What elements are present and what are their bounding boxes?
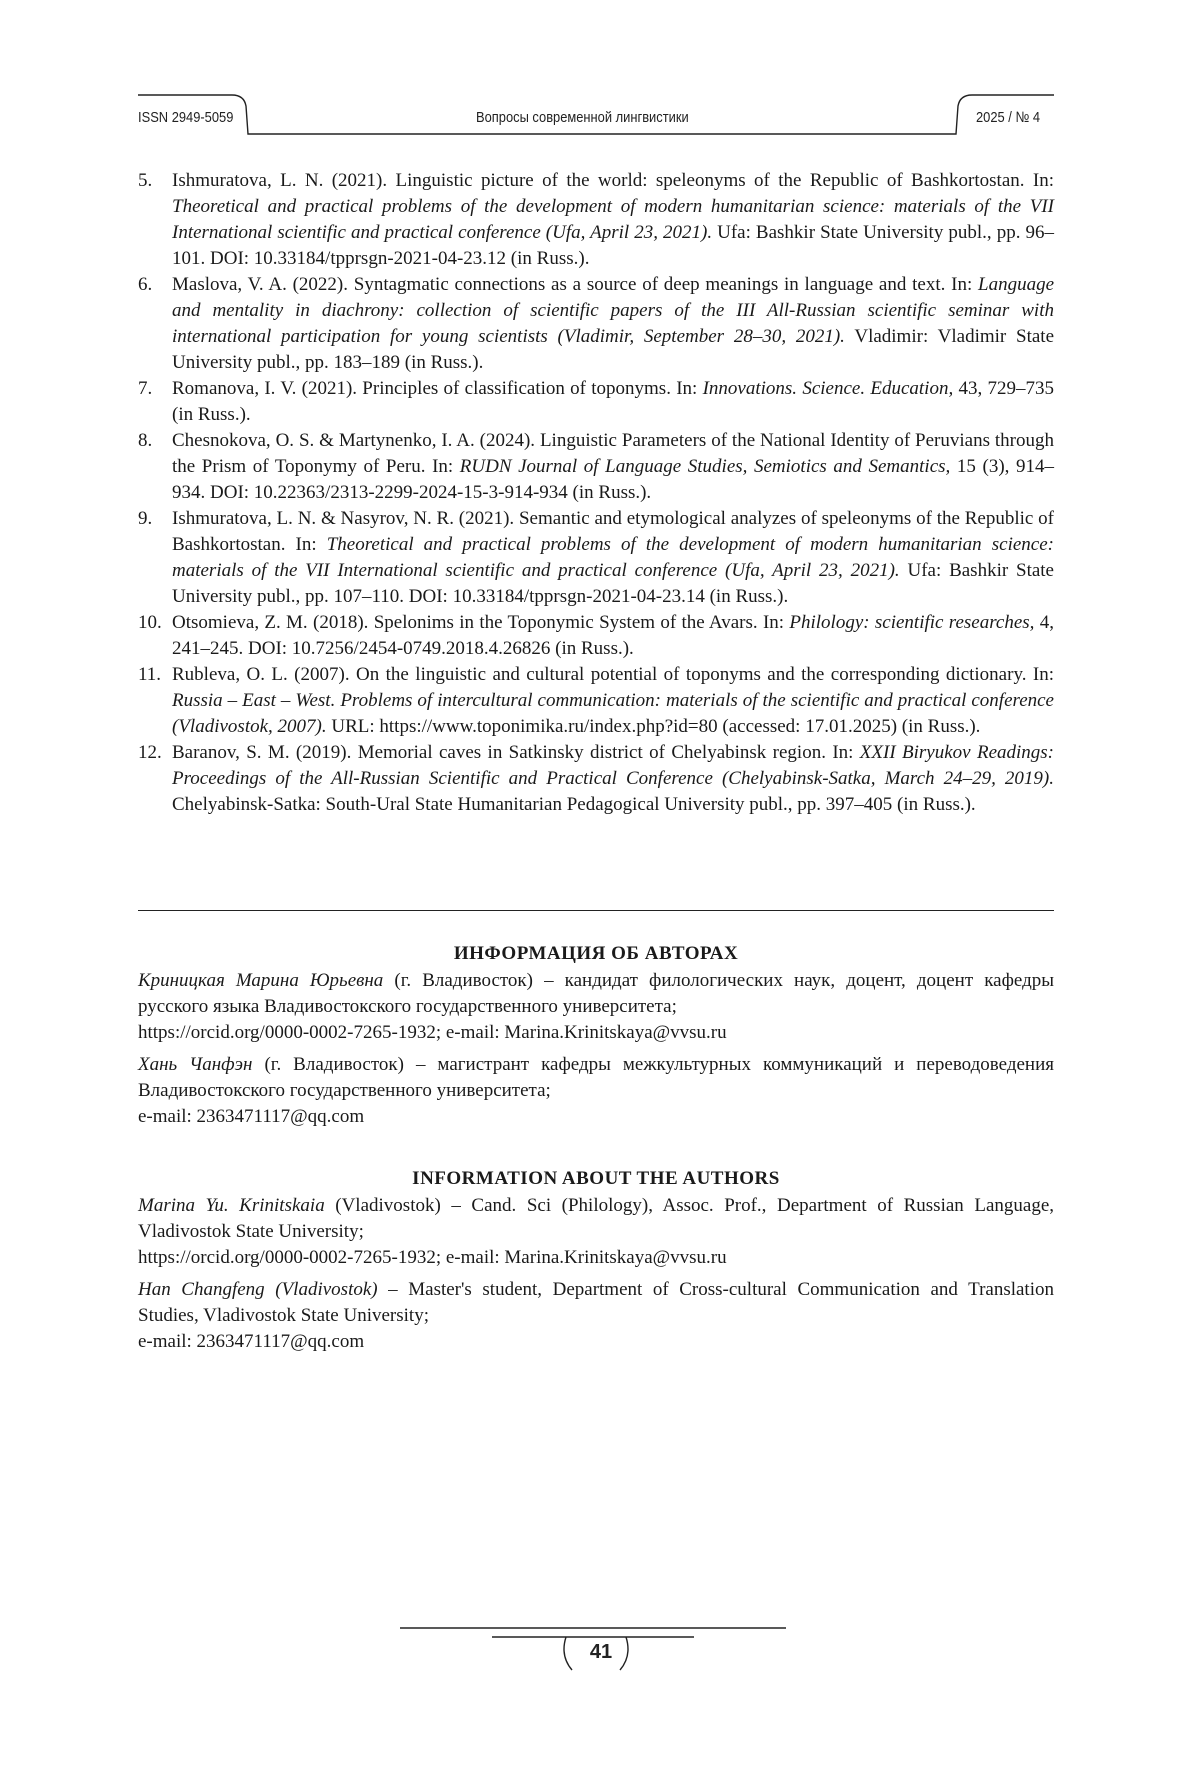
reference-source: Theoretical and practical problems of the development of modern humanitarian science: materials of the VII International scientific and practical conference (Ufa, April 23, 2021). [172, 534, 1054, 581]
header-rule [0, 0, 1200, 160]
author-entry [138, 1052, 1054, 1130]
reference-number: 12. [138, 740, 162, 766]
author-entry [138, 1193, 1054, 1271]
page-number: 41 [578, 1639, 624, 1665]
reference-number: 8. [138, 428, 152, 454]
author-name: Marina Yu. Krinitskaia [138, 1195, 325, 1216]
reference-number: 5. [138, 168, 152, 194]
reference-item [138, 428, 1054, 506]
reference-details: Chelyabinsk-Satka: South-Ural State Humanitarian Pedagogical University publ., pp. 397–405 (in Russ.). [172, 794, 976, 815]
issue-label: 2025 / № 4 [976, 107, 1040, 129]
reference-text: Ishmuratova, L. N. (2021). Linguistic picture of the world: speleonyms of the Republic of Bashkortostan. In: [172, 170, 1054, 191]
author-contact: e-mail: 2363471117@qq.com [138, 1331, 364, 1352]
reference-text: Ishmuratova, L. N. & Nasyrov, N. R. (2021). Semantic and etymological analyzes of speleonyms of the Republic of Bashkortostan. In: [172, 508, 1054, 555]
reference-item [138, 610, 1054, 662]
author-description: (г. Владивосток) – кандидат филологических наук, доцент, доцент кафедры русского языка Владивостокского государственного университета; [138, 970, 1054, 1017]
reference-source: Theoretical and practical problems of the development of modern humanitarian science: materials of the VII International scientific and practical conference (Ufa, April 23, 2021). [172, 196, 1054, 243]
reference-item [138, 272, 1054, 376]
author-description: (Vladivostok) – Cand. Sci (Philology), Assoc. Prof., Department of Russian Language, Vladivostok State University; [138, 1195, 1054, 1242]
reference-number: 11. [138, 662, 161, 688]
issn-label: ISSN 2949-5059 [138, 107, 233, 129]
reference-item [138, 740, 1054, 818]
reference-list [138, 168, 1054, 818]
reference-text: Maslova, V. A. (2022). Syntagmatic connections as a source of deep meanings in language and text. In: [172, 274, 978, 295]
authors-heading-ru: ИНФОРМАЦИЯ ОБ АВТОРАХ [138, 940, 1054, 968]
reference-item [138, 376, 1054, 428]
journal-title: Вопросы современной лингвистики [476, 107, 689, 129]
reference-item [138, 168, 1054, 272]
author-description: (г. Владивосток) – магистрант кафедры межкультурных коммуникаций и переводоведения Владивостокского государственного университета; [138, 1054, 1054, 1101]
reference-source: RUDN Journal of Language Studies, Semiotics and Semantics, [460, 456, 951, 477]
reference-details: 43, 729–735 (in Russ.). [172, 378, 1054, 425]
reference-source: Russia – East – West. Problems of intercultural communication: materials of the scientific and practical conference (Vladivostok, 2007). [172, 690, 1054, 737]
author-contact: https://orcid.org/0000-0002-7265-1932; e-mail: Marina.Krinitskaya@vvsu.ru [138, 1247, 727, 1268]
reference-source: Language and mentality in diachrony: collection of scientific papers of the III All-Russian scientific seminar with international participation for young scientists (Vladimir, September 28–30, 2021). [172, 274, 1054, 347]
reference-details: Ufa: Bashkir State University publ., pp. 96–101. DOI: 10.33184/tpprsgn-2021-04-23.12 (in Russ.). [172, 222, 1054, 269]
author-name: Криницкая Марина Юрьевна [138, 970, 383, 991]
author-entry [138, 968, 1054, 1046]
reference-item [138, 506, 1054, 610]
authors-heading-en: INFORMATION ABOUT THE AUTHORS [138, 1165, 1054, 1193]
authors-info-ru [138, 940, 1054, 1130]
reference-text: Chesnokova, O. S. & Martynenko, I. A. (2024). Linguistic Parameters of the National Identity of Peruvians through the Prism of Toponymy of Peru. In: [172, 430, 1054, 477]
reference-details: 4, 241–245. DOI: 10.7256/2454-0749.2018.4.26826 (in Russ.). [172, 612, 1054, 659]
reference-source: Innovations. Science. Education, [703, 378, 954, 399]
reference-text: Romanova, I. V. (2021). Principles of classification of toponyms. In: [172, 378, 703, 399]
reference-number: 9. [138, 506, 152, 532]
reference-number: 6. [138, 272, 152, 298]
author-description: – Master's student, Department of Cross-cultural Communication and Translation Studies, Vladivostok State University; [138, 1279, 1054, 1326]
reference-text: Baranov, S. M. (2019). Memorial caves in Satkinsky district of Chelyabinsk region. In: [172, 742, 860, 763]
section-divider [138, 910, 1054, 911]
author-name: Хань Чанфэн [138, 1054, 252, 1075]
reference-number: 7. [138, 376, 152, 402]
reference-number: 10. [138, 610, 162, 636]
author-contact: https://orcid.org/0000-0002-7265-1932; e-mail: Marina.Krinitskaya@vvsu.ru [138, 1022, 727, 1043]
reference-source: XXII Biryukov Readings: Proceedings of the All-Russian Scientific and Practical Conference (Chelyabinsk-Satka, March 24–29, 2019). [172, 742, 1054, 789]
reference-text: Otsomieva, Z. M. (2018). Spelonims in the Toponymic System of the Avars. In: [172, 612, 789, 633]
author-entry [138, 1277, 1054, 1355]
reference-text: Rubleva, O. L. (2007). On the linguistic and cultural potential of toponyms and the corresponding dictionary. In: [172, 664, 1054, 685]
reference-details: Ufa: Bashkir State University publ., pp. 107–110. DOI: 10.33184/tpprsgn-2021-04-23.14 (in Russ.). [172, 560, 1054, 607]
author-contact: e-mail: 2363471117@qq.com [138, 1106, 364, 1127]
reference-item [138, 662, 1054, 740]
author-name: Han Changfeng (Vladivostok) [138, 1279, 378, 1300]
reference-details: Vladimir: Vladimir State University publ., pp. 183–189 (in Russ.). [172, 326, 1054, 373]
reference-source: Philology: scientific researches, [789, 612, 1034, 633]
authors-info-en [138, 1165, 1054, 1355]
reference-details: URL: https://www.toponimika.ru/index.php?id=80 (accessed: 17.01.2025) (in Russ.). [327, 716, 981, 737]
reference-details: 15 (3), 914–934. DOI: 10.22363/2313-2299-2024-15-3-914-934 (in Russ.). [172, 456, 1054, 503]
